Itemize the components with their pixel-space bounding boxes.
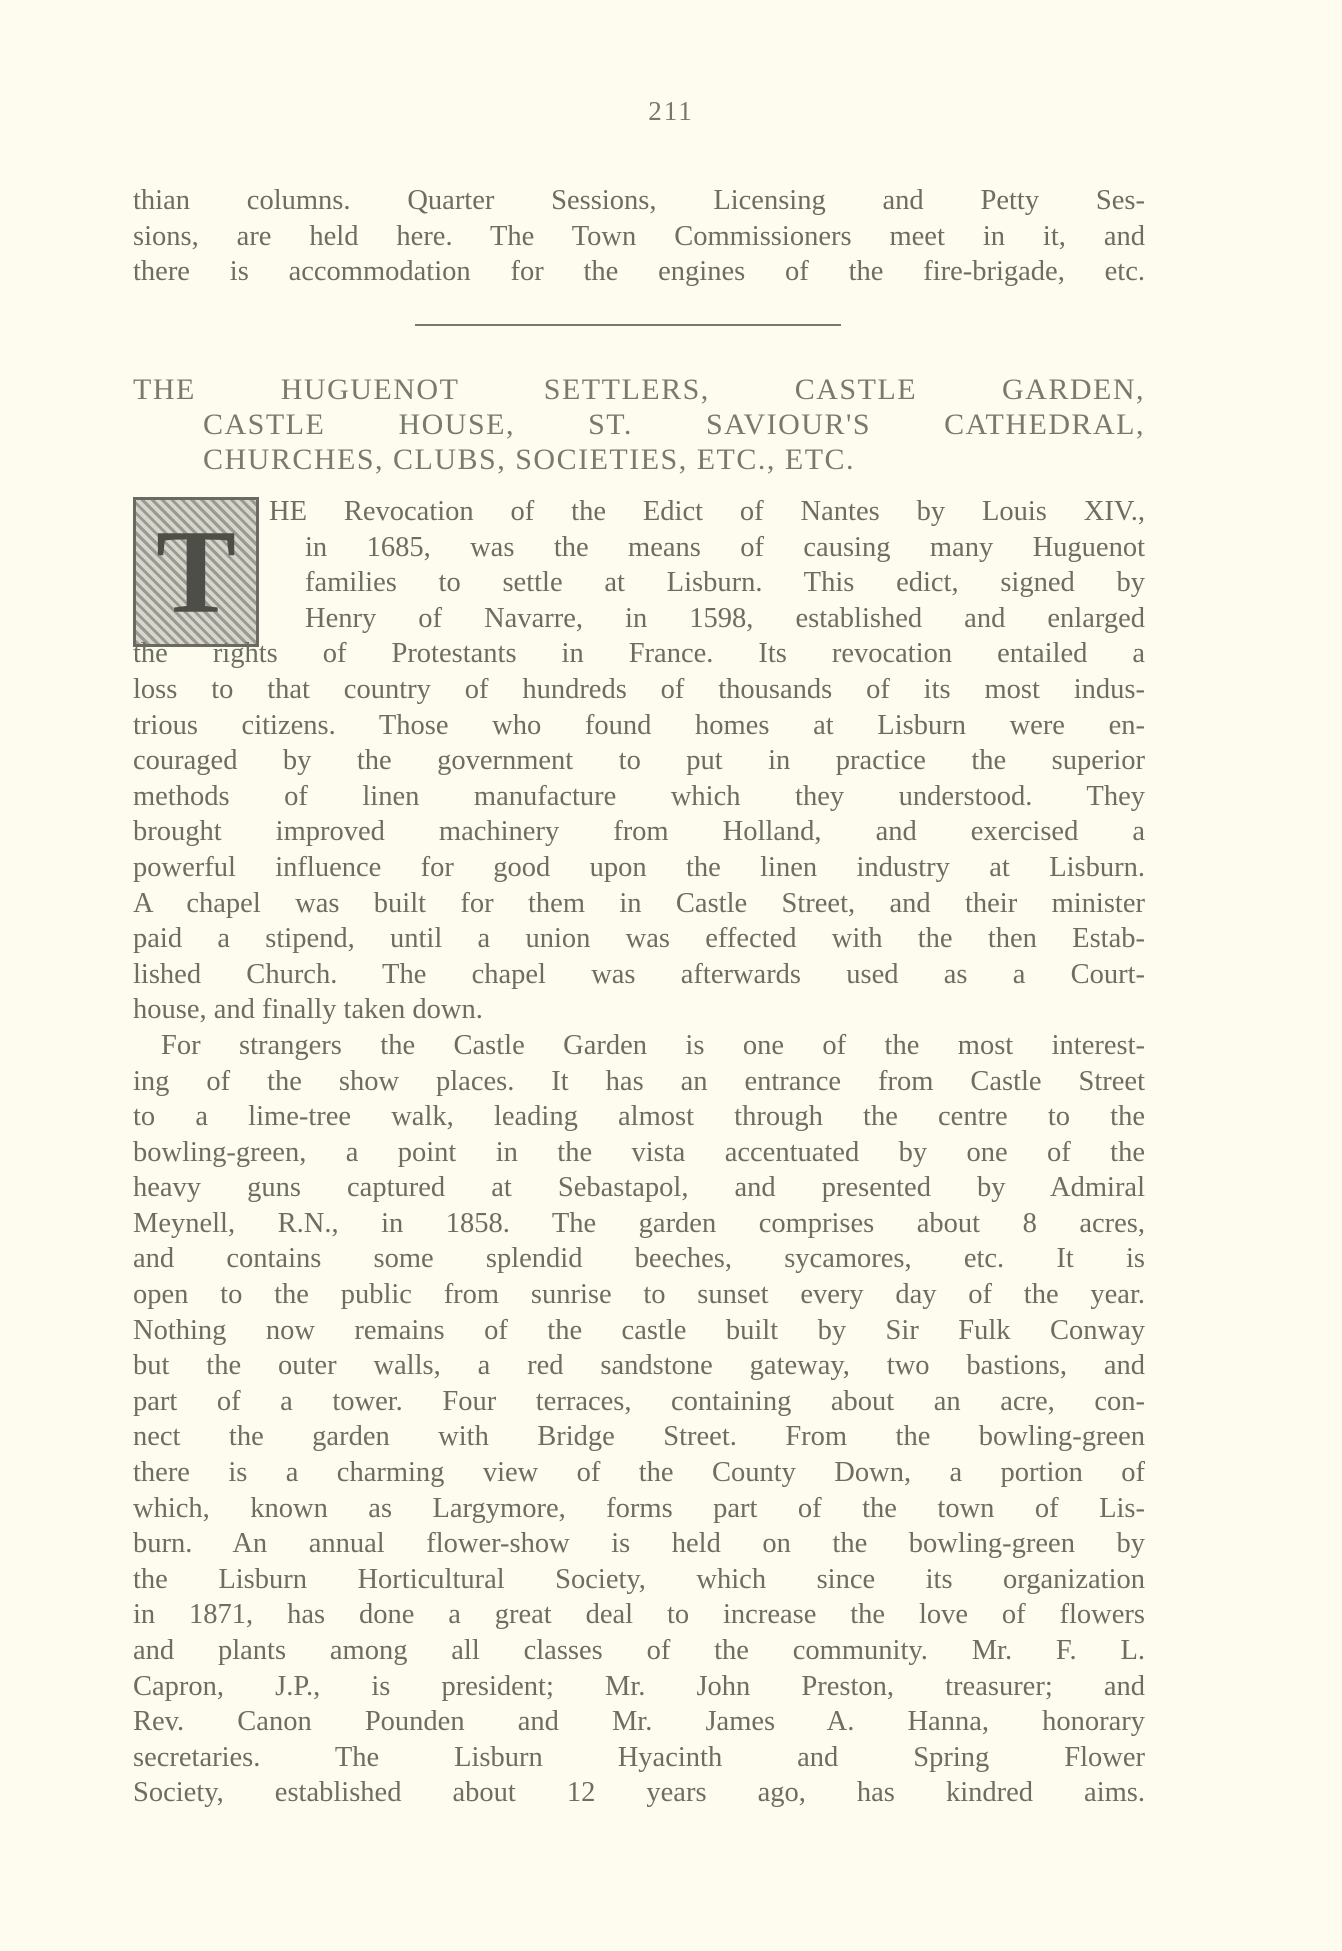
text-line: Capron, J.P., is president; Mr. John Preston, treasurer; and bbox=[133, 1670, 1145, 1702]
heading-line: CASTLE HOUSE, ST. SAVIOUR'S CATHEDRAL, bbox=[203, 408, 1145, 441]
text-line: Meynell, R.N., in 1858. The garden comprises about 8 acres, bbox=[133, 1207, 1145, 1239]
text-line: heavy guns captured at Sebastapol, and presented by Admiral bbox=[133, 1172, 1145, 1204]
text-line: loss to that country of hundreds of thousands of its most indus- bbox=[133, 673, 1145, 705]
text-line: HE Revocation of the Edict of Nantes by Louis XIV., bbox=[269, 496, 1145, 527]
text-line: methods of linen manufacture which they understood. They bbox=[133, 780, 1145, 812]
text-line: brought improved machinery from Holland, and exercised a bbox=[133, 816, 1145, 848]
text-line: to a lime-tree walk, leading almost through the centre to the bbox=[133, 1101, 1145, 1133]
text-line: Henry of Navarre, in 1598, established and enlarged bbox=[305, 602, 1145, 634]
text-line: ing of the show places. It has an entrance from Castle Street bbox=[133, 1065, 1145, 1097]
text-line: part of a tower. Four terraces, containing about an acre, con- bbox=[133, 1385, 1145, 1417]
text-line: which, known as Largymore, forms part of the town of Lis- bbox=[133, 1492, 1145, 1524]
text-line: Society, established about 12 years ago, has kindred aims. bbox=[133, 1777, 1145, 1809]
text-line: there is accommodation for the engines of the fire-brigade, etc. bbox=[133, 256, 1145, 288]
heading-line: THE HUGUENOT SETTLERS, CASTLE GARDEN, bbox=[133, 373, 1145, 406]
text-line: and contains some splendid beeches, sycamores, etc. It is bbox=[133, 1243, 1145, 1275]
text-line: nect the garden with Bridge Street. From the bowling-green bbox=[133, 1421, 1145, 1453]
text-line: open to the public from sunrise to sunset every day of the year. bbox=[133, 1279, 1145, 1311]
text-line: secretaries. The Lisburn Hyacinth and Spring Flower bbox=[133, 1741, 1145, 1773]
text-line: there is a charming view of the County Down, a portion of bbox=[133, 1457, 1145, 1489]
text-line: but the outer walls, a red sandstone gateway, two bastions, and bbox=[133, 1350, 1145, 1382]
drop-cap-letter: T bbox=[155, 505, 237, 638]
section-heading bbox=[133, 372, 1145, 477]
text-line: in 1685, was the means of causing many Huguenot bbox=[305, 531, 1145, 563]
text-line: For strangers the Castle Garden is one of the most interest- bbox=[161, 1029, 1145, 1061]
text-line: burn. An annual flower-show is held on the bowling-green by bbox=[133, 1528, 1145, 1560]
text-line: couraged by the government to put in practice the superior bbox=[133, 745, 1145, 777]
text-line: bowling-green, a point in the vista accentuated by one of the bbox=[133, 1136, 1145, 1168]
text-line: thian columns. Quarter Sessions, Licensing and Petty Ses- bbox=[133, 185, 1145, 216]
text-line: powerful influence for good upon the linen industry at Lisburn. bbox=[133, 851, 1145, 883]
text-line: sions, are held here. The Town Commissioners meet in it, and bbox=[133, 220, 1145, 252]
text-line: lished Church. The chapel was afterwards used as a Court- bbox=[133, 958, 1145, 990]
page-number: 211 bbox=[648, 96, 694, 126]
text-line: paid a stipend, until a union was effected with the then Estab- bbox=[133, 923, 1145, 955]
text-line: Rev. Canon Pounden and Mr. James A. Hanna, honorary bbox=[133, 1706, 1145, 1738]
text-line: in 1871, has done a great deal to increase the love of flowers bbox=[133, 1599, 1145, 1631]
section-divider bbox=[415, 324, 841, 326]
text-line: and plants among all classes of the community. Mr. F. L. bbox=[133, 1635, 1145, 1666]
text-line: families to settle at Lisburn. This edict, signed by bbox=[305, 567, 1145, 599]
text-line: the rights of Protestants in France. Its revocation entailed a bbox=[133, 638, 1145, 670]
text-line: the Lisburn Horticultural Society, which since its organization bbox=[133, 1563, 1145, 1595]
top-paragraph bbox=[133, 183, 1145, 290]
body-text bbox=[133, 494, 1145, 1811]
heading-line: CHURCHES, CLUBS, SOCIETIES, ETC., ETC. bbox=[203, 443, 856, 476]
text-line: Nothing now remains of the castle built by Sir Fulk Conway bbox=[133, 1314, 1145, 1346]
text-line: house, and finally taken down. bbox=[133, 994, 483, 1026]
text-line: trious citizens. Those who found homes at Lisburn were en- bbox=[133, 709, 1145, 741]
text-line: A chapel was built for them in Castle Street, and their minister bbox=[133, 887, 1145, 919]
